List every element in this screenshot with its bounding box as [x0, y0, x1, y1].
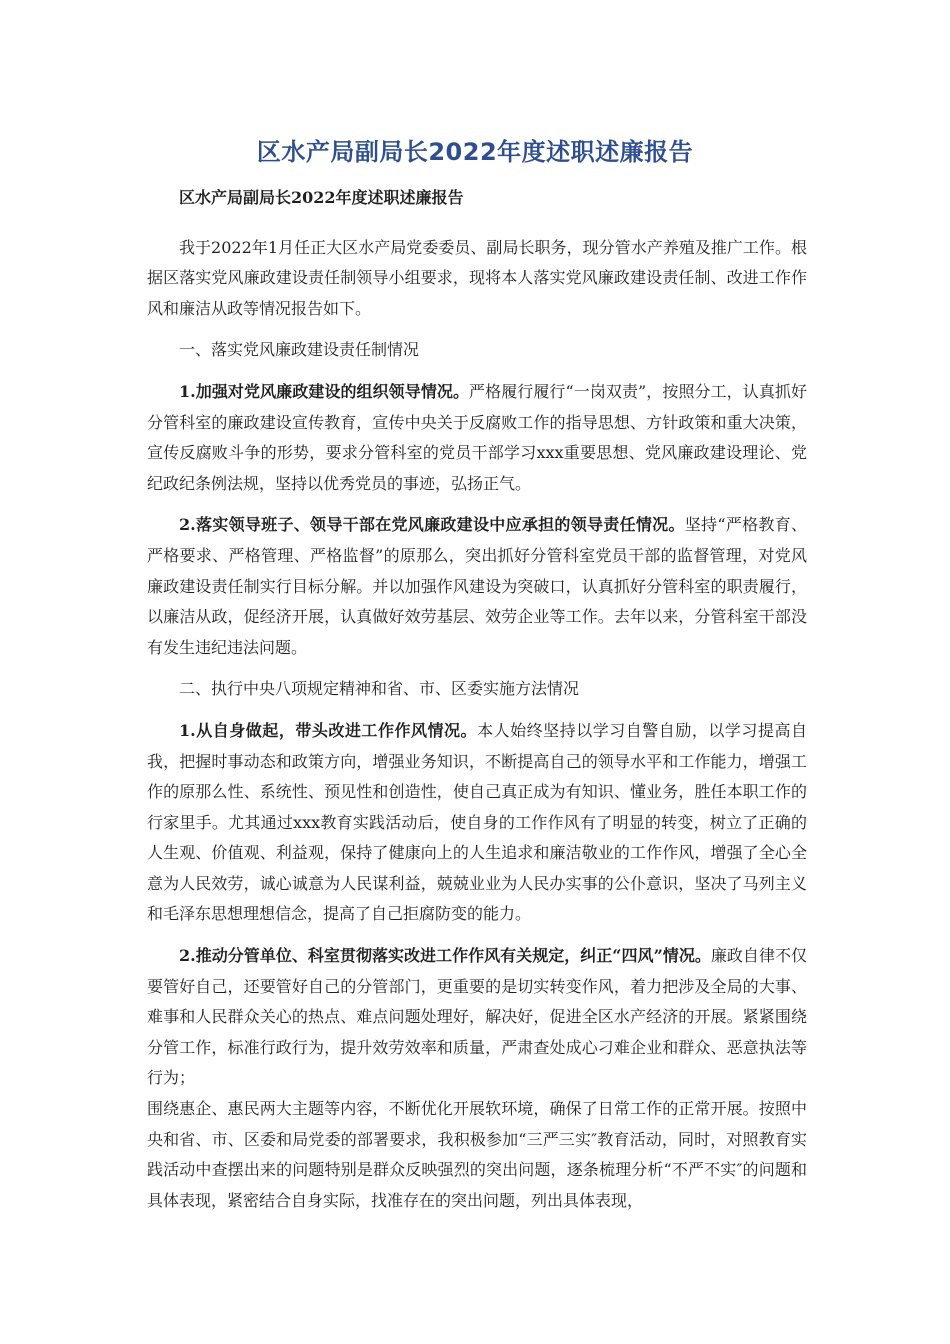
- section-1-paragraph-2-text: 坚持“严格教育、严格要求、严格管理、严格监督”的原那么，突出抓好分管科室党员干部的监督管理，对党风廉政建设责任制实行目标分解。并以加强作风建设为突破口，认真抓好分管科室的职责履行，以廉洁从政，促经济开展，认真做好效劳基层、效劳企业等工作。去年以来，分管科室干部没有发生违纪违法问题。: [147, 515, 807, 657]
- intro-paragraph: 我于2022年1月任正大区水产局党委委员、副局长职务，现分管水产养殖及推广工作。根据区落实党风廉政建设责任制领导小组要求，现将本人落实党风廉政建设责任制、改进工作作风和廉洁从政等情况报告如下。: [147, 237, 807, 318]
- document-subtitle: 区水产局副局长2022年度述职述廉报告: [179, 188, 464, 207]
- section-1-paragraph-1-lead: 1.加强对党风廉政建设的组织领导情况。: [179, 381, 470, 401]
- section-1-paragraph-1-text: 严格履行履行“一岗双责”，按照分工，认真抓好分管科室的廉政建设宣传教育，宣传中央关于反腐败工作的指导思想、方针政策和重大决策，宣传反腐败斗争的形势，要求分管科室的党员干部学习xxx重要思想、党风廉政建设理论、党纪政纪条例法规，坚持以优秀党员的事迹，弘扬正气。: [147, 381, 807, 493]
- section-2-paragraph-2-text: 廉政自律不仅要管好自己，还要管好自己的分管部门，更重要的是切实转变作风，着力把涉及全局的大事、难事和人民群众关心的热点、难点问题处理好，解决好，促进全区水产经济的开展。紧紧围绕分管工作，标准行政行为，提升效劳效率和质量，严肃查处成心刁难企业和群众、恶意执法等行为；: [147, 946, 807, 1088]
- section-1-paragraph-1: [147, 377, 807, 499]
- section-1-heading: 一、落实党风廉政建设责任制情况: [179, 340, 420, 360]
- section-2-paragraph-1: [147, 716, 807, 930]
- section-1-paragraph-2: [147, 510, 807, 663]
- section-2-paragraph-3: 围绕惠企、惠民两大主题等内容，不断优化开展软环境，确保了日常工作的正常开展。按照中央和省、市、区委和局党委的部署要求，我积极参加“三严三实″教育活动，同时，对照教育实践活动中查摆出来的问题特别是群众反映强烈的突出问题，逐条梳理分析“不严不实″的问题和具体表现，紧密结合自身实际，找准存在的突出问题，列出具体表现，: [147, 1099, 807, 1210]
- section-2-paragraph-2-lead: 2.推动分管单位、科室贯彻落实改进工作作风有关规定，纠正“四风”情况。: [179, 946, 711, 966]
- section-2-paragraph-1-lead: 1.从自身做起，带头改进工作作风情况。: [179, 720, 478, 740]
- section-2-paragraph-1-text: 本人始终坚持以学习自警自励，以学习提高自我，把握时事动态和政策方向，增强业务知识，不断提高自己的领导水平和工作能力，增强工作的原那么性、系统性、预见性和创造性，使自己真正成为有知识、懂业务，胜任本职工作的行家里手。尤其通过xxx教育实践活动后，使自身的工作作风有了明显的转变，树立了正确的人生观、价值观、利益观，保持了健康向上的人生追求和廉洁敬业的工作作风，增强了全心全意为人民效劳，诚心诚意为人民谋利益，兢兢业业为人民办实事的公仆意识，坚决了马列主义和毛泽东思想理想信念，提高了自己拒腐防变的能力。: [147, 720, 807, 924]
- section-2-heading: 二、执行中央八项规定精神和省、市、区委实施方法情况: [179, 679, 580, 699]
- document-title: 区水产局副局长2022年度述职述廉报告: [256, 138, 694, 166]
- section-2-paragraph-2: [147, 941, 807, 1094]
- document-body: [147, 183, 807, 1216]
- section-1-paragraph-2-lead: 2.落实领导班子、领导干部在党风廉政建设中应承担的领导责任情况。: [179, 515, 685, 535]
